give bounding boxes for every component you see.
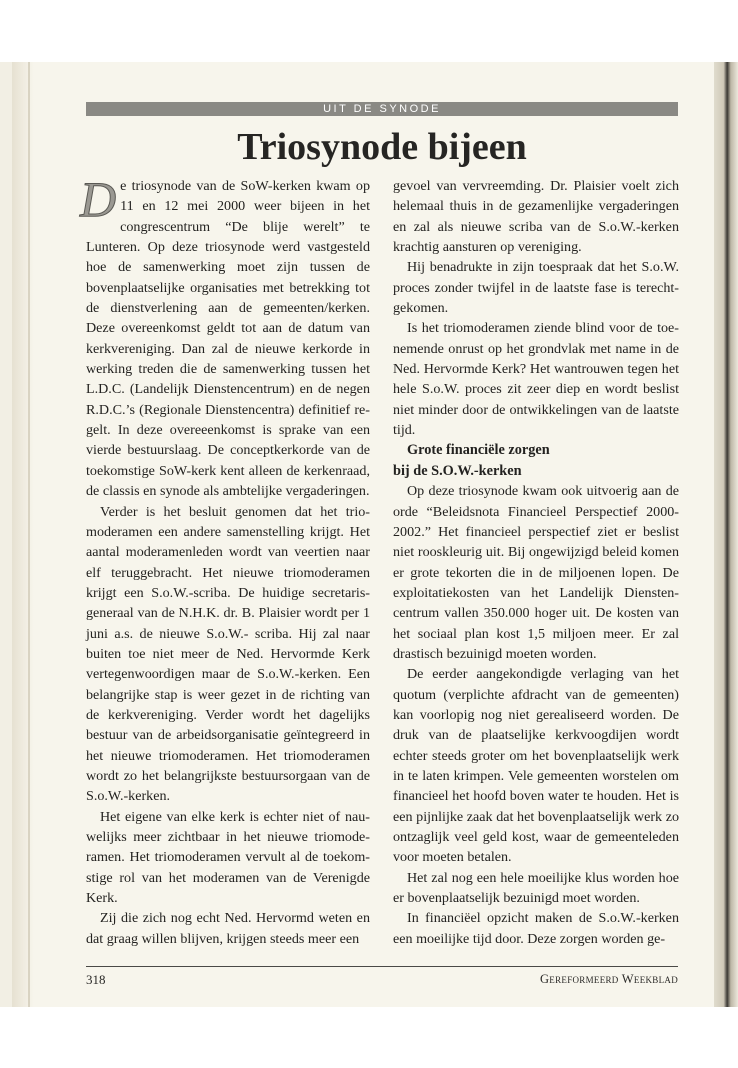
magazine-name: Gereformeerd Weekblad bbox=[539, 972, 678, 986]
right-column bbox=[393, 176, 679, 949]
paragraph: In financiëel opzicht maken de S.o.W.-kerken een moeilijke tijd door. Deze zorgen worden ge- bbox=[393, 910, 679, 947]
paragraph: Het zal nog een hele moeilijke klus worden hoe er bovenplaatselijk bezuinigd moet worden. bbox=[393, 869, 679, 907]
paragraph: gevoel van vervreemding. Dr. Plaisier voelt zich helemaal thuis in de gezamenlijke vergaderingen en zal als nieuwe scriba van de S.o.W.-kerken krachtig aansturen op vereniging. bbox=[393, 178, 679, 256]
left-column bbox=[80, 171, 370, 949]
paragraph: Zij die zich nog echt Ned. Hervormd weten en dat graag willen blijven, krijgen steeds meer een bbox=[86, 910, 370, 947]
page-gutter-left bbox=[12, 62, 34, 1007]
article-title: Triosynode bijeen bbox=[237, 126, 527, 168]
paragraph: Verder is het besluit genomen dat het triomoderamen een andere samenstelling krijgt. Het aantal moderamenleden wordt van veertien naar elf teruggebracht. Het nieuwe triomoderamen krijgt een S.o.W.-scriba. De huidige secretaris-generaal van de N.H.K. dr. B. Plaisier wordt per 1 juni a.s. de nieuwe S.o.W.- scriba. Hij zal naar buiten toe niet meer de Ned. Hervormde Kerk vertegenwoordigen maar de S.o.W.-kerken. Een belangrijke stap is weer gezet in de richting van de kerkvereniging. Verder wordt het dagelijks bestuur van de arbeidsorganisatie geïntegreerd in het nieuwe triomoderamen. Het triomoderamen wordt zo het belangrijkste bestuursorgaan van de S.o.W.-kerken. bbox=[86, 503, 370, 805]
drop-cap: D bbox=[80, 171, 117, 227]
paragraph: Het eigene van elke kerk is echter niet of nauwelijks meer zichtbaar in het nieuwe triomoderamen. Het triomoderamen vervult al de toekomstige rol van het moderamen van de Verenigde Kerk. bbox=[86, 808, 370, 907]
subheading: Grote financiële zorgen bij de S.O.W.-kerken bbox=[393, 442, 550, 479]
facing-page-edge bbox=[714, 62, 738, 1007]
paragraph: Hij benadrukte in zijn toespraak dat het S.o.W. proces zonder twijfel in de laatste fase is terechtgekomen. bbox=[393, 259, 679, 317]
footer-rule bbox=[86, 966, 678, 967]
section-label: UIT DE SYNODE bbox=[86, 102, 678, 116]
page-number: 318 bbox=[86, 972, 106, 987]
paragraph: Is het triomoderamen ziende blind voor de toenemende onrust op het grondvlak met name in de Ned. Hervormde Kerk? Het wantrouwen tegen het hele S.o.W. proces zit zeer diep en wordt beslist niet minder door de ontwikkelingen van de laatste tijd. bbox=[393, 320, 679, 439]
paragraph: De eerder aangekondigde verlaging van het quotum (verplichte afdracht van de gemeenten) kan voorlopig nog niet gerealiseerd worden. De druk van de plaatselijke kerkvoogdijen wordt echter steeds groter om het bovenplaatselijk werk in te laten krimpen. Vele gemeenten worstelen om financieel het hoofd boven water te houden. Het is een pijnlijke zaak dat het bovenplaatselijk werk zo ontzaglijk veel geld kost, waar de gemeenteleden voor moeten betalen. bbox=[393, 666, 679, 866]
paragraph: Op deze triosynode kwam ook uitvoerig aan de orde “Beleidsnota Financieel Perspectief 2000-2002.” Het financieel perspectief ziet er beslist niet rooskleurig uit. Bij ongewijzigd beleid komen er grote tekorten die in de miljoenen lopen. De exploitatiekosten van het Landelijk Dienstencentrum vallen 350.000 hoger uit. De kosten van het sociaal plan kost 1,5 miljoen meer. Er zal drastisch bezuinigd moeten worden. bbox=[393, 483, 679, 662]
paragraph: De triosynode van de SoW-kerken kwam op 11 en 12 mei 2000 weer bijeen in het congrescentrum “De blije werelt” te Lunteren. Op deze triosynode werd vastgesteld hoe de samenwerking moet zijn tussen de bovenplaatselijke organisaties met betrekking tot de dienstverlening aan de gemeenten/kerken. Deze overeenkomst geldt tot aan de datum van kerkvereniging. Dan zal de nieuwe kerkorde in werking treden die de samenwerking tussen het L.D.C. (Landelijk Dienstencentrum) en de negen R.D.C.’s (Regionale Dienstencentra) definitief regelt. In deze overeeenkomst is sprake van een vierde bestuurslaag. De conceptkerkorde van de toekomstige SoW-kerk kent alleen de kerkenraad, de classis en synode als ambtelijke vergaderingen. bbox=[80, 171, 370, 500]
gutter-line bbox=[28, 62, 30, 1007]
